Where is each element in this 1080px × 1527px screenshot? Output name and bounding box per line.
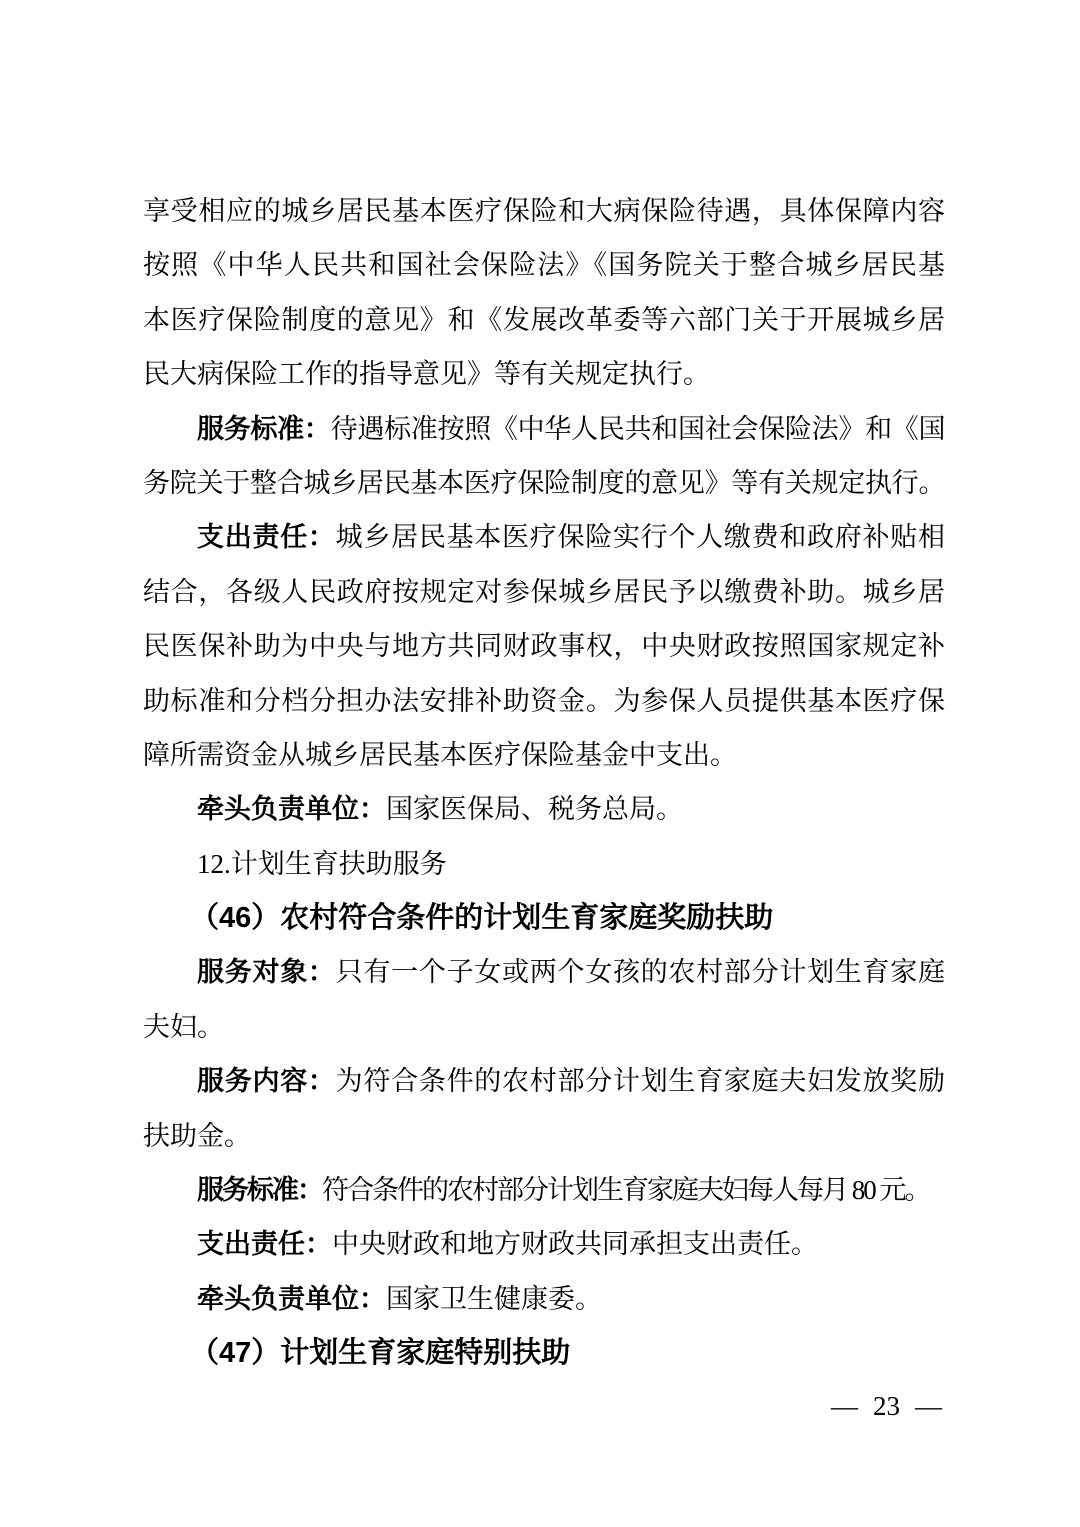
body-text: 享受相应的城乡居民基本医疗保险和大病保险待遇，具体保障内容 [143,196,945,226]
text-line [143,510,945,564]
body-text: 务院关于整合城乡居民基本医疗保险制度的意见》等有关规定执行。 [143,467,945,498]
footer-dash-left: — [831,1391,858,1421]
label-text: 服务标准： [197,1175,322,1206]
page-footer [831,1386,942,1426]
text-line [143,402,945,456]
text-line [143,1163,945,1217]
label-text: 支出责任： [197,1229,332,1260]
body-text: 扶助金。 [143,1120,251,1151]
text-line [143,1054,945,1108]
label-text: 牵头负责单位： [197,794,386,825]
body-text: 民大病保险工作的指导意见》等有关规定执行。 [143,359,710,390]
document-body [143,184,945,1381]
text-line [143,565,945,619]
body-text: 城乡居民基本医疗保险实行个人缴费和政府补贴相 [335,522,946,553]
text-line [143,293,945,347]
body-text: 国家医保局、税务总局。 [386,794,683,825]
body-text: 障所需资金从城乡居民基本医疗保险基金中支出。 [143,739,737,770]
text-line [143,619,945,673]
text-line [143,1217,945,1271]
body-text: 国家卫生健康委。 [386,1283,602,1314]
text-line [143,456,945,510]
text-line [143,1272,945,1326]
text-line [143,945,945,999]
text-line [143,782,945,836]
body-text: 本医疗保险制度的意见》和《发展改革委等六部门关于开展城乡居 [143,304,945,335]
page-number: 23 [873,1391,900,1421]
body-text: 只有一个子女或两个女孩的农村部分计划生育家庭 [335,957,946,988]
label-text: 服务对象： [197,957,336,988]
label-text: 牵头负责单位： [197,1283,386,1314]
text-line [143,184,945,238]
label-text: （46）农村符合条件的计划生育家庭奖励扶助 [190,902,774,935]
text-line [143,1109,945,1163]
text-line [143,238,945,292]
item-heading [143,891,945,945]
body-text: 待遇标准按照《中华人民共和国社会保险法》和《国 [330,413,946,444]
body-text: 按照《中华人民共和国社会保险法》《国务院关于整合城乡居民基 [143,250,945,281]
body-text: 民医保补助为中央与地方共同财政事权，中央财政按照国家规定补 [143,631,945,662]
subsection-title [143,837,945,891]
body-text: 夫妇。 [143,1011,224,1042]
text-line [143,347,945,401]
body-text: 助标准和分档分担办法安排补助资金。为参保人员提供基本医疗保 [143,685,945,716]
body-text: 为符合条件的农村部分计划生育家庭夫妇发放奖励 [335,1066,946,1097]
text-line [143,1000,945,1054]
label-text: 支出责任： [197,522,336,553]
label-text: 服务标准： [197,413,331,444]
body-text: 符合条件的农村部分计划生育家庭夫妇每人每月 80 元。 [322,1175,930,1206]
label-text: 服务内容： [197,1066,336,1097]
label-text: （47）计划生育家庭特别扶助 [190,1337,571,1370]
text-line [143,728,945,782]
body-text: 中央财政和地方财政共同承担支出责任。 [332,1229,818,1260]
item-heading [143,1326,945,1380]
body-text: 结合，各级人民政府按规定对参保城乡居民予以缴费补助。城乡居 [143,576,945,607]
body-text: 12.计划生育扶助服务 [197,848,447,879]
footer-dash-right: — [915,1391,942,1421]
text-line [143,674,945,728]
